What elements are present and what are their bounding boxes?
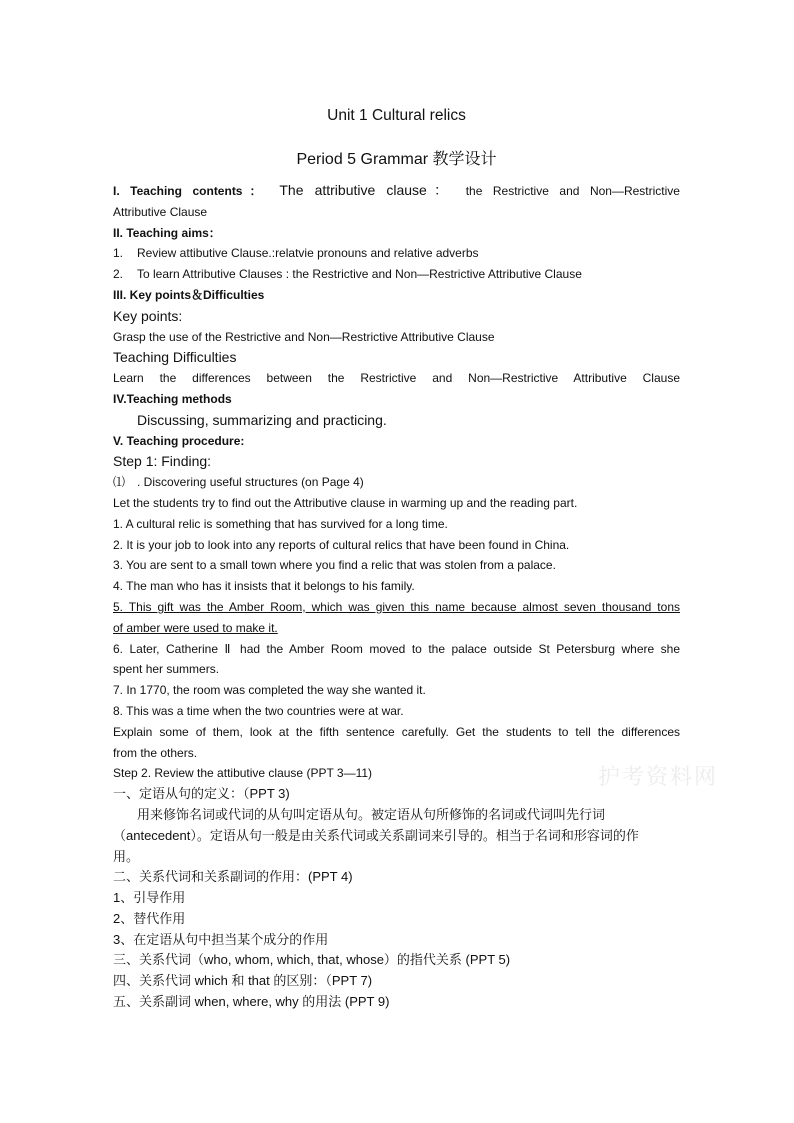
- cn-section-2-item: 1、引导作用: [113, 890, 186, 906]
- contents-text-large: The attributive clause：: [279, 182, 456, 198]
- cn-section-1-body: 用来修饰名词或代词的从句叫定语从句。被定语从句所修饰的名词或代词叫先行词: [137, 806, 606, 822]
- cn-section-1-body-end: 用。: [113, 848, 140, 864]
- cn-section-1: 一、定语从句的定义：（PPT 3): [113, 786, 290, 802]
- difficulties-label: Teaching Difficulties: [113, 349, 237, 366]
- aim-number: 1.: [113, 246, 124, 261]
- example-sentence-1: 1. A cultural relic is something that has survived for a long time.: [113, 516, 448, 531]
- aim-text: Review attibutive Clause.:relatvie pronouns and relative adverbs: [137, 246, 479, 261]
- step1-subheading: ⑴ . Discovering useful structures (on Page 4): [113, 475, 364, 490]
- cn-section-2-item: 3、在定语从句中担当某个成分的作用: [113, 931, 329, 947]
- example-sentence-6: 6. Later, Catherine Ⅱ had the Amber Room moved to the palace outside St Petersburg where she: [113, 641, 680, 656]
- document-title: Unit 1 Cultural relics: [327, 107, 466, 124]
- example-sentence-2: 2. It is your job to look into any reports of cultural relics that have been found in China.: [113, 537, 570, 552]
- cn-section-1-body-cont: （antecedent）。定语从句一般是由关系代词或关系副词来引导的。相当于名词和形容词的作: [113, 827, 639, 843]
- example-sentence-6-cont: spent her summers.: [113, 662, 220, 677]
- explain-text: Explain some of them, look at the fifth sentence carefully. Get the students to tell the differences: [113, 724, 680, 739]
- cn-section-3: 三、关系代词（who, whom, which, that, whose）的指代关系 (PPT 5): [113, 952, 511, 968]
- watermark: 护考资料网: [598, 764, 719, 789]
- example-sentence-5: 5. This gift was the Amber Room, which was given this name because almost seven thousand tons: [113, 599, 680, 614]
- aim-item: [113, 243, 680, 264]
- key-points-label: Key points:: [113, 307, 183, 324]
- difficulties-text: Learn the differences between the Restrictive and Non—Restrictive Attributive Clause: [113, 371, 680, 386]
- document-page: [113, 104, 680, 1013]
- cn-section-2: 二、关系代词和关系副词的作用：(PPT 4): [113, 869, 353, 885]
- aim-item: [113, 264, 680, 285]
- explain-text-cont: from the others.: [113, 745, 198, 760]
- example-sentence-4: 4. The man who has it insists that it belongs to his family.: [113, 579, 415, 594]
- contents-line: [113, 180, 680, 202]
- cn-section-2-item: 2、替代作用: [113, 910, 186, 926]
- document-subtitle: Period 5 Grammar 教学设计: [296, 151, 497, 168]
- aim-text: To learn Attributive Clauses : the Restrictive and Non—Restrictive Attributive Clause: [137, 267, 582, 282]
- cn-section-4: 四、关系代词 which 和 that 的区别：（PPT 7): [113, 973, 373, 989]
- aim-number: 2.: [113, 267, 124, 282]
- procedure-heading: V. Teaching procedure:: [113, 433, 245, 448]
- key-points-text: Grasp the use of the Restrictive and Non—Restrictive Attributive Clause: [113, 329, 495, 344]
- methods-text: Discussing, summarizing and practicing.: [137, 411, 387, 428]
- methods-heading: IV.Teaching methods: [113, 391, 232, 406]
- example-sentence-3: 3. You are sent to a small town where you find a relic that was stolen from a palace.: [113, 558, 556, 573]
- step2-heading: Step 2. Review the attibutive clause (PPT 3—11): [113, 766, 373, 781]
- key-points-heading: III. Key points＆Difficulties: [113, 287, 265, 302]
- example-sentence-8: 8. This was a time when the two countries were at war.: [113, 703, 404, 718]
- step1-heading: Step 1: Finding:: [113, 453, 212, 470]
- cn-section-5: 五、关系副词 when, where, why 的用法 (PPT 9): [113, 994, 390, 1010]
- contents-continuation: Attributive Clause: [113, 204, 208, 219]
- contents-text-small: the Restrictive and Non—Restrictive: [465, 184, 680, 198]
- aims-heading: II. Teaching aims：: [113, 225, 221, 240]
- example-sentence-7: 7. In 1770, the room was completed the way she wanted it.: [113, 683, 426, 698]
- example-sentence-5-cont: of amber were used to make it.: [113, 620, 278, 635]
- step1-intro: Let the students try to find out the Attributive clause in warming up and the reading part.: [113, 495, 578, 510]
- contents-heading: I. Teaching contents：: [113, 184, 269, 198]
